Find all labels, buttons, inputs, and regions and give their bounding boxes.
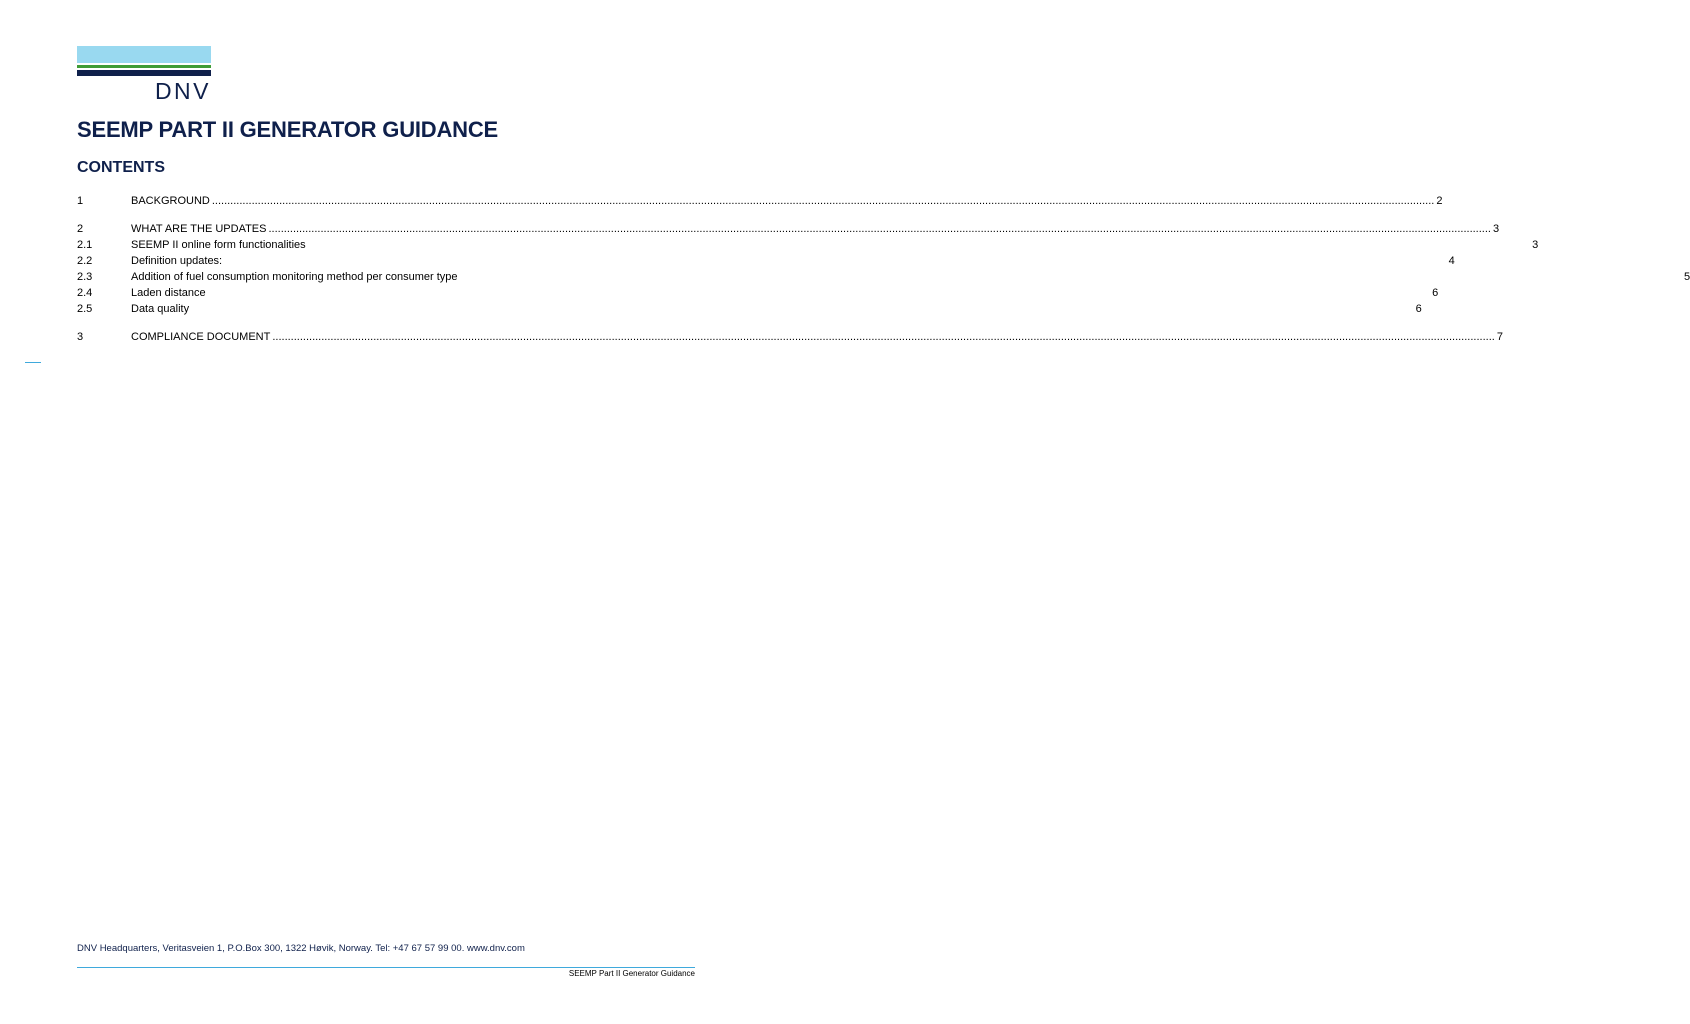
toc-entry-page: 5 <box>1683 271 1690 283</box>
toc-entry-number: 3 <box>77 331 84 343</box>
toc-entry[interactable] <box>77 193 1443 209</box>
toc-entry-title: Addition of fuel consumption monitoring method per consumer type <box>131 271 458 283</box>
document-title: SEEMP PART II GENERATOR GUIDANCE <box>77 117 499 142</box>
toc-entry-title: BACKGROUND <box>131 195 210 207</box>
toc-dot-leader: ................................................................................................................................................................................................................................................................................................................................................................................................................ <box>268 223 1491 235</box>
toc-entry-page: 2 <box>1436 195 1443 207</box>
logo-light-blue-bar <box>77 46 211 63</box>
toc-entry[interactable] <box>77 301 1422 317</box>
contents-heading: CONTENTS <box>77 159 165 176</box>
logo-wordmark: DNV <box>154 78 211 104</box>
table-of-contents <box>77 193 1690 345</box>
toc-entry-page: 3 <box>1492 223 1500 235</box>
toc-entry-number: 2 <box>77 223 84 235</box>
toc-entry-number: 2.2 <box>77 255 93 267</box>
toc-entry-title: SEEMP II online form functionalities <box>131 239 306 251</box>
toc-entry-number: 2.5 <box>77 303 93 315</box>
toc-entry-number: 1 <box>77 195 84 207</box>
margin-marker <box>25 362 41 363</box>
toc-entry-title: Definition updates: <box>131 255 223 267</box>
toc-entry-page: 7 <box>1496 331 1503 343</box>
toc-entry[interactable] <box>77 285 1439 301</box>
logo-navy-bar <box>77 70 211 76</box>
footer-divider <box>77 967 695 968</box>
toc-entry-page: 3 <box>1532 239 1539 251</box>
toc-entry[interactable] <box>77 237 1539 253</box>
toc-entry-page: 4 <box>1448 255 1455 267</box>
toc-entry-page: 6 <box>1415 303 1422 315</box>
dnv-logo <box>77 46 211 104</box>
toc-dot-leader: ................................................................................................................................................................................................................................................................................................................................................................................................................ <box>272 331 1495 343</box>
toc-entry-title: Data quality <box>131 303 190 315</box>
toc-entry-title: Laden distance <box>131 287 206 299</box>
toc-entry-number: 2.3 <box>77 271 93 283</box>
toc-entry-title: WHAT ARE THE UPDATES <box>131 223 267 235</box>
toc-entry-number: 2.4 <box>77 287 93 299</box>
toc-entry[interactable] <box>77 329 1503 345</box>
toc-entry[interactable] <box>77 253 1455 269</box>
toc-entry-page: 6 <box>1432 287 1439 299</box>
footer-address: DNV Headquarters, Veritasveien 1, P.O.Box 300, 1322 Høvik, Norway. Tel: +47 67 57 99 00. www.dnv.com <box>77 943 525 954</box>
toc-entry[interactable] <box>77 221 1500 237</box>
toc-entry[interactable] <box>77 269 1690 285</box>
toc-entry-title: COMPLIANCE DOCUMENT <box>131 331 271 343</box>
toc-dot-leader: ................................................................................................................................................................................................................................................................................................................................................................................................................ <box>211 195 1435 207</box>
footer-document-name: SEEMP Part II Generator Guidance <box>568 969 695 978</box>
toc-entry-number: 2.1 <box>77 239 93 251</box>
